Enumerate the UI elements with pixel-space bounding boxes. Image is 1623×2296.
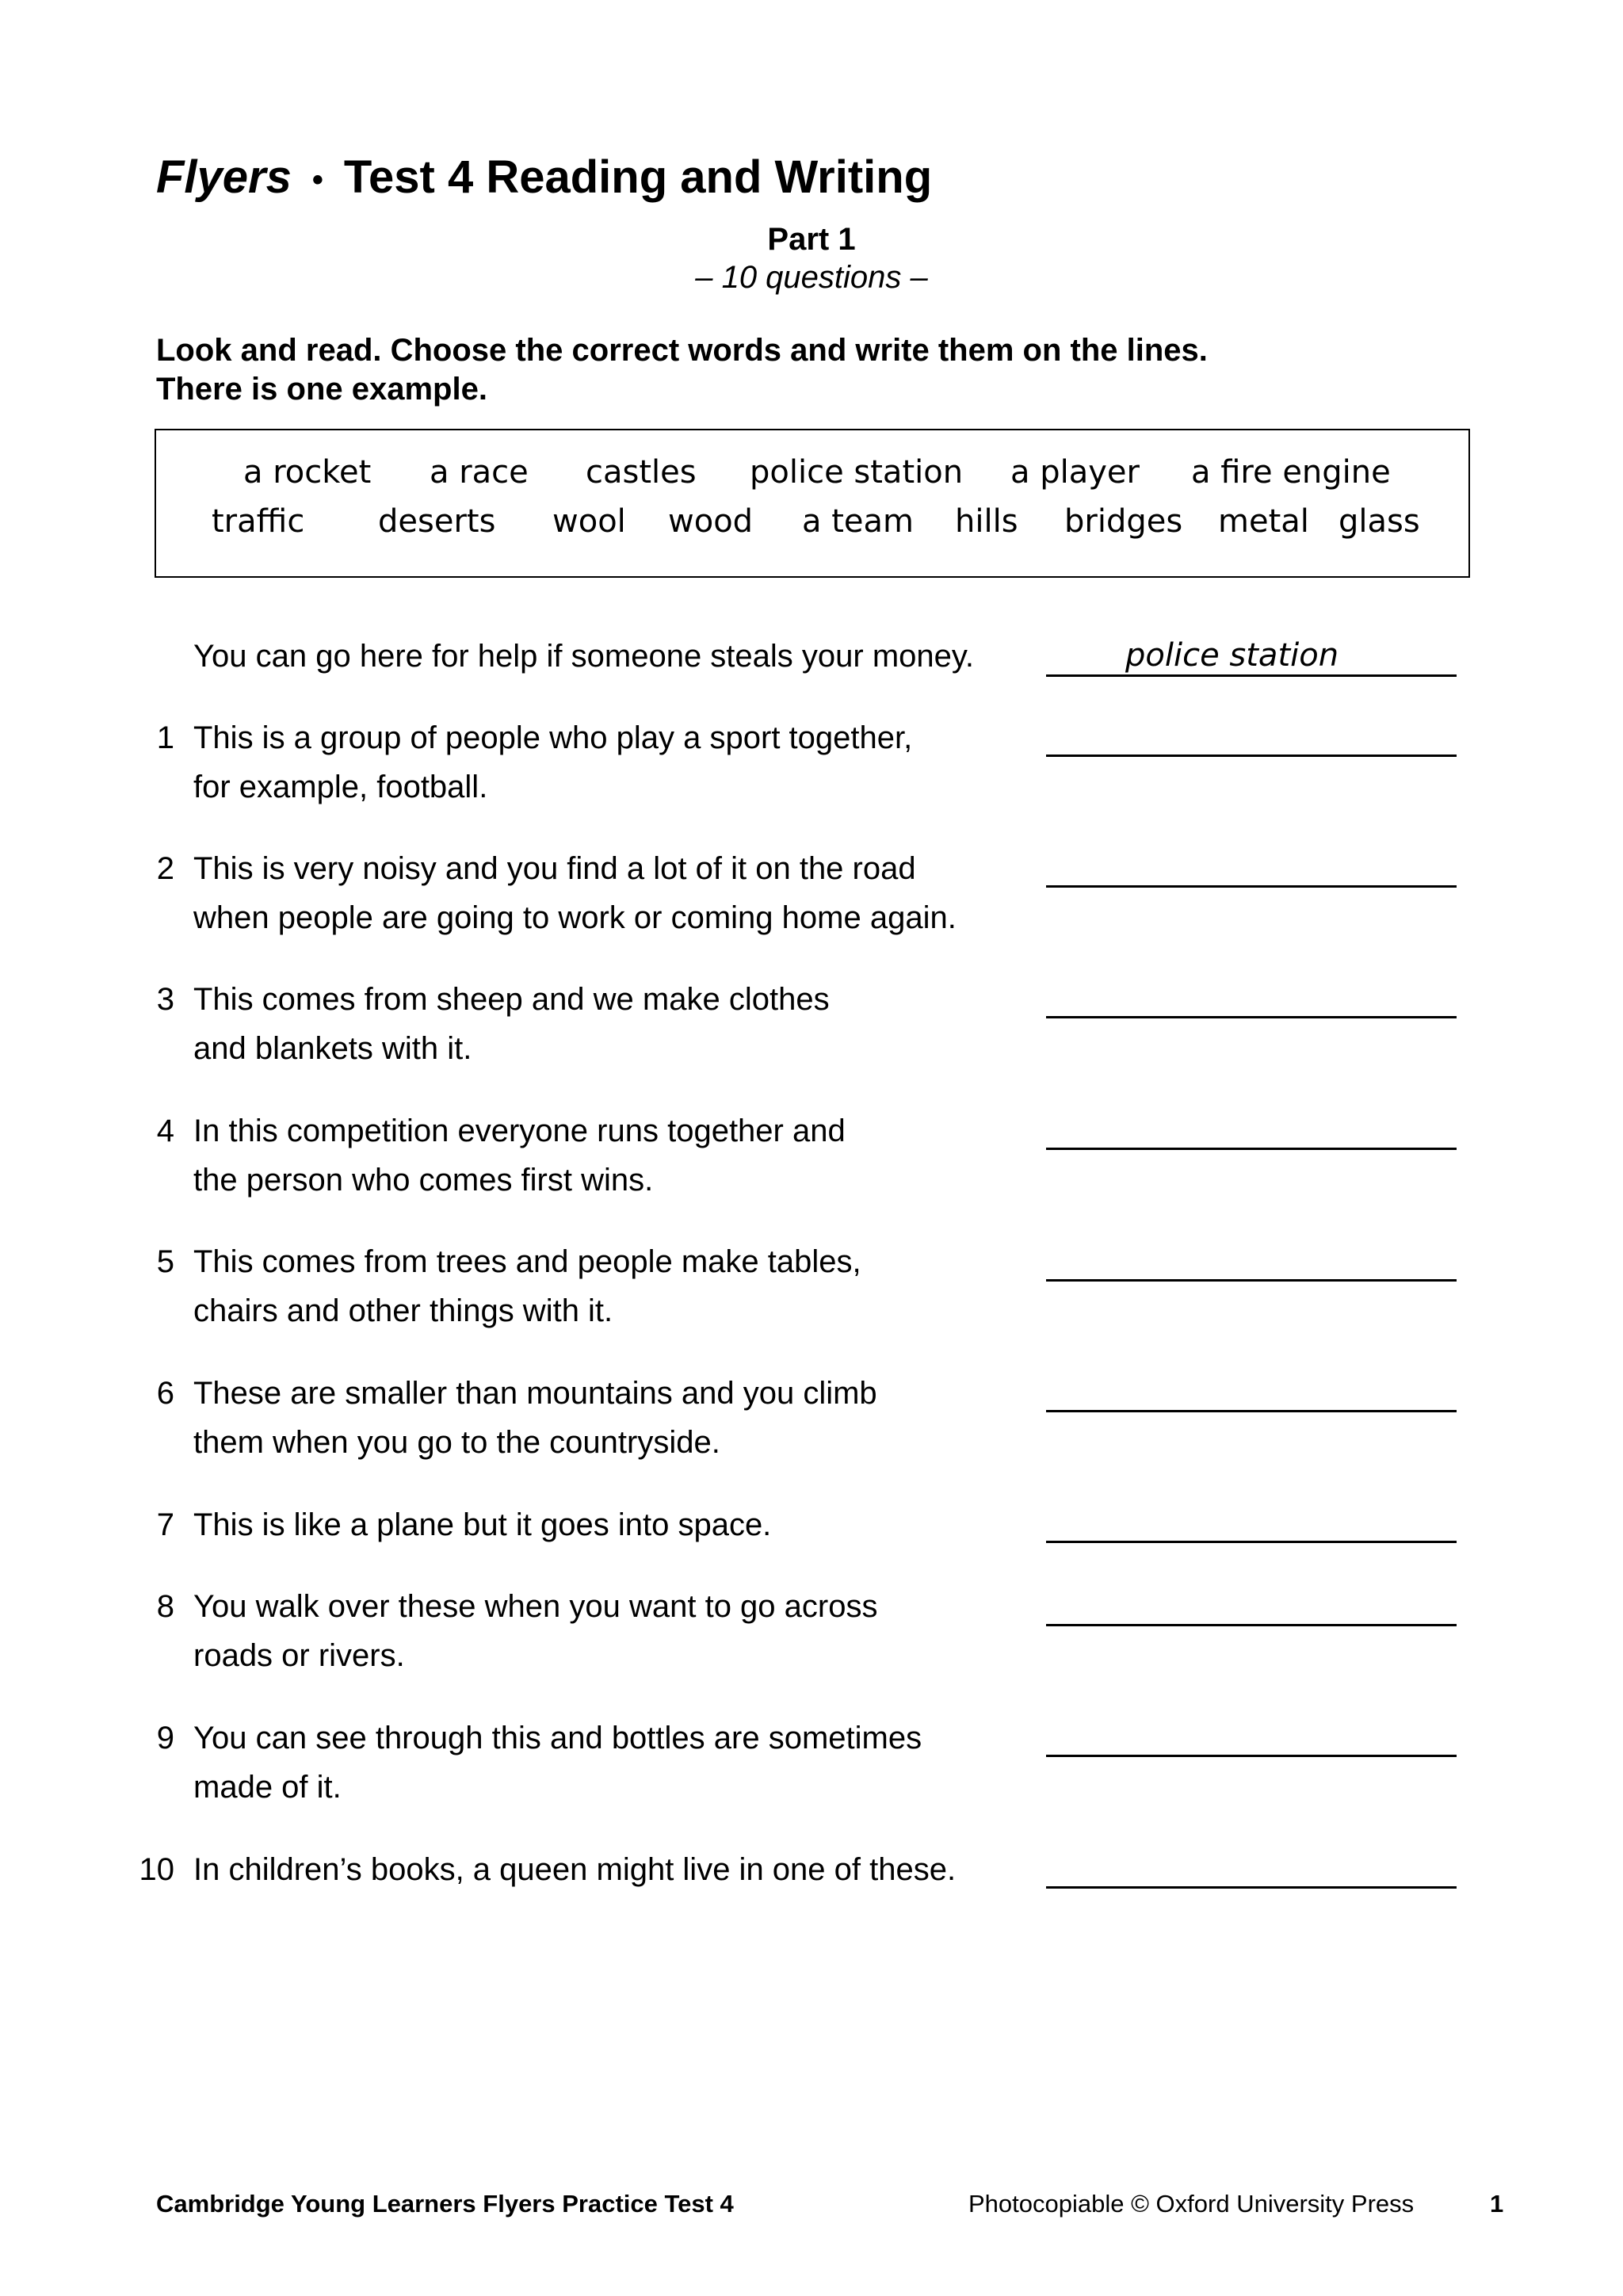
answer-line[interactable]	[1046, 1624, 1457, 1626]
answer-line[interactable]	[1046, 885, 1457, 888]
word-box-item: traffic	[212, 503, 305, 540]
word-box-item: a player	[1010, 454, 1140, 491]
question-text	[193, 1500, 771, 1549]
question-number: 4	[156, 1114, 174, 1148]
question-text	[193, 1369, 877, 1467]
question-text	[193, 1713, 922, 1812]
question-text	[193, 713, 912, 812]
answer-line[interactable]	[1046, 1279, 1457, 1282]
question-line: This is a group of people who play a sport together,	[193, 720, 913, 755]
answer-line[interactable]	[1046, 1016, 1457, 1018]
question-text	[193, 1845, 956, 1894]
question-line: and blankets with it.	[193, 1031, 472, 1066]
example-answer: police station	[1125, 637, 1339, 674]
word-box-item: hills	[955, 503, 1018, 540]
example-question: You can go here for help if someone steals your money.	[193, 639, 975, 674]
question-line: This is like a plane but it goes into space.	[193, 1507, 772, 1542]
word-box-item: a fire engine	[1191, 454, 1391, 491]
word-box-item: wool	[552, 503, 626, 540]
word-box	[155, 429, 1470, 578]
question-line: chairs and other things with it.	[193, 1293, 613, 1328]
question-line: This is very noisy and you find a lot of it on the road	[193, 851, 916, 886]
word-box-item: a race	[430, 454, 529, 491]
answer-line[interactable]	[1046, 1148, 1457, 1150]
question-number: 1	[156, 720, 174, 755]
word-box-item: deserts	[378, 503, 496, 540]
word-box-item: wood	[668, 503, 754, 540]
footer-copyright: Photocopiable © Oxford University Press	[968, 2190, 1415, 2218]
question-text	[193, 975, 830, 1073]
question-line: You walk over these when you want to go across	[193, 1589, 878, 1624]
question-line: This comes from trees and people make tables,	[193, 1244, 861, 1279]
instructions-line-1: Look and read. Choose the correct words and write them on the lines.	[156, 333, 1208, 368]
question-text	[193, 1582, 877, 1680]
question-line: This comes from sheep and we make clothes	[193, 982, 830, 1017]
answer-line[interactable]	[1046, 755, 1457, 757]
question-number: 5	[156, 1244, 174, 1279]
question-line: You can see through this and bottles are sometimes	[193, 1721, 922, 1755]
example-answer-line	[1046, 674, 1457, 677]
questions-count: – 10 questions –	[695, 260, 928, 295]
question-line: In children’s books, a queen might live in one of these.	[193, 1852, 957, 1887]
title-main: Test 4 Reading and Writing	[343, 151, 933, 203]
word-box-item: metal	[1218, 503, 1309, 540]
title-bullet: •	[311, 162, 323, 198]
page-title	[156, 151, 932, 204]
question-number: 8	[156, 1589, 174, 1624]
answer-line[interactable]	[1046, 1541, 1457, 1543]
footer-title: Cambridge Young Learners Flyers Practice Test 4	[156, 2190, 734, 2218]
part-label: Part 1	[767, 222, 856, 257]
question-number: 10	[139, 1852, 174, 1887]
word-box-item: a team	[802, 503, 914, 540]
question-line: for example, football.	[193, 770, 488, 804]
question-number: 7	[156, 1507, 174, 1542]
word-box-item: police station	[750, 454, 964, 491]
question-number: 3	[156, 982, 174, 1017]
question-number: 2	[156, 851, 174, 886]
word-box-item: a rocket	[243, 454, 372, 491]
answer-line[interactable]	[1046, 1410, 1457, 1412]
answer-line[interactable]	[1046, 1755, 1457, 1757]
instructions-line-2: There is one example.	[156, 372, 487, 407]
question-text	[193, 1106, 846, 1205]
question-line: In this competition everyone runs together and	[193, 1114, 846, 1148]
question-line: when people are going to work or coming home again.	[193, 900, 957, 935]
question-line: made of it.	[193, 1770, 342, 1805]
question-text	[193, 1237, 861, 1335]
word-box-item: glass	[1338, 503, 1420, 540]
question-line: roads or rivers.	[193, 1638, 405, 1673]
question-line: These are smaller than mountains and you climb	[193, 1376, 877, 1411]
answer-line[interactable]	[1046, 1886, 1457, 1889]
word-box-item: bridges	[1064, 503, 1183, 540]
page-number: 1	[1490, 2190, 1504, 2218]
question-number: 6	[156, 1376, 174, 1411]
question-line: the person who comes first wins.	[193, 1163, 654, 1198]
question-text	[193, 844, 957, 942]
question-number: 9	[156, 1721, 174, 1755]
instructions	[156, 331, 1208, 409]
word-box-item: castles	[586, 454, 697, 491]
question-line: them when you go to the countryside.	[193, 1425, 720, 1460]
title-series: Flyers	[156, 151, 292, 203]
